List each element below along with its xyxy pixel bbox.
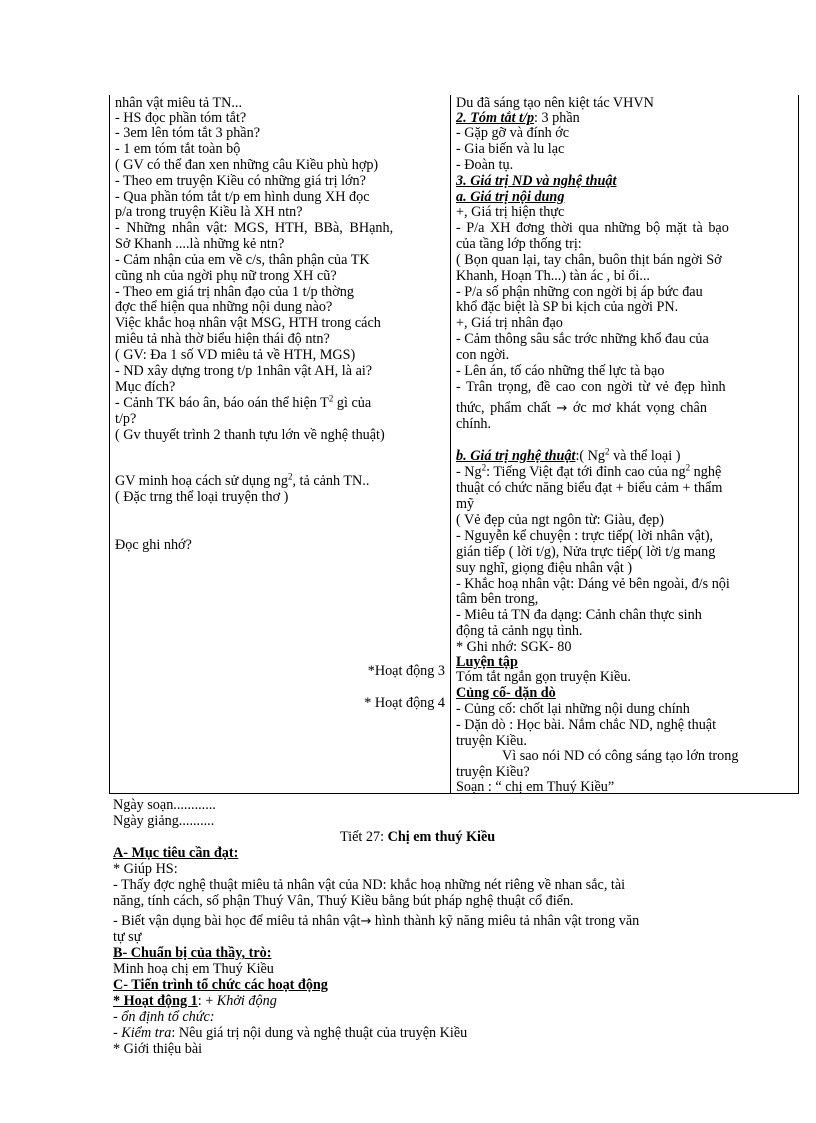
right-line: Vì sao nói ND có công sáng tạo lớn trong — [502, 748, 739, 764]
right-line: động tả cảnh ngụ tình. — [456, 623, 583, 639]
text: - Cảnh TK báo ân, báo oán thể hiện T — [115, 395, 329, 411]
lesson-title — [340, 829, 816, 846]
activity-1-line — [113, 993, 763, 1010]
left-line: nhân vật miêu tả TN... — [115, 95, 243, 111]
left-line: - Những nhân vật: MGS, HTH, BBà, BHạnh, — [115, 220, 394, 236]
text: và thể loại ) — [609, 448, 681, 464]
text: - Ng — [456, 464, 482, 480]
right-line: - Cảm thông sâu sắc trớc những khổ đau của — [456, 331, 709, 347]
text: thức, phẩm chất — [456, 400, 551, 416]
section-b-heading: B- Chuẩn bị của thầy, trò: — [113, 945, 272, 961]
left-line: ( GV có thể đan xen những câu Kiều phù hợp) — [115, 157, 379, 173]
right-line: +, Giá trị hiện thực — [456, 204, 565, 220]
body-line: tự sự — [113, 929, 142, 945]
left-line: - HS đọc phần tóm tắt? — [115, 110, 247, 126]
body-line: Minh hoạ chị em Thuý Kiều — [113, 961, 274, 977]
section-heading: 2. Tóm tắt t/p — [456, 110, 535, 126]
right-line: - Củng cố: chốt lại những nội dung chính — [456, 701, 690, 717]
superscript: 2 — [685, 462, 691, 473]
left-line: Việc khắc hoạ nhân vật MSG, HTH trong cách — [115, 315, 381, 331]
subsection-heading: a. Giá trị nội dung — [456, 189, 565, 205]
body-line: * Giới thiệu bài — [113, 1041, 203, 1057]
right-line: - P/a số phận những con ngời bị áp bức đau — [456, 284, 703, 300]
right-line: mỹ — [456, 496, 475, 512]
text: :( Ng — [575, 448, 606, 464]
right-line: thuật có chức năng biểu đạt + biểu cảm + thẩm — [456, 480, 723, 496]
arrow-icon: → — [556, 401, 568, 416]
right-line: - Gia biến và lu lạc — [456, 141, 565, 157]
right-line: - Dặn dò : Học bài. Nắm chắc ND, nghệ thuật — [456, 717, 717, 733]
review-heading: Củng cố- dặn dò — [456, 685, 556, 701]
right-line: - Lên án, tố cáo những thế lực tà bạo — [456, 363, 665, 379]
text: : + — [197, 993, 217, 1009]
right-line: chính. — [456, 416, 492, 432]
right-line: Du đã sáng tạo nên kiệt tác VHVN — [456, 95, 654, 111]
right-line: +, Giá trị nhân đạo — [456, 315, 563, 331]
right-line — [456, 446, 681, 464]
section-heading: 3. Giá trị ND và nghệ thuật — [456, 173, 617, 189]
body-line: - ổn định tổ chức: — [113, 1009, 215, 1025]
right-line: Tóm tắt ngắn gọn truyện Kiều. — [456, 669, 631, 685]
right-line — [456, 401, 707, 416]
date-taught: Ngày giảng.......... — [113, 813, 215, 829]
section-a-heading: A- Mục tiêu cần đạt: — [113, 845, 239, 861]
right-line: truyện Kiều? — [456, 764, 530, 780]
text: GV minh hoạ cách sử dụng ng — [115, 473, 288, 489]
left-line: đợc thể hiện qua những nội dung nào? — [115, 299, 333, 315]
body-line: - Thấy đợc nghệ thuật miêu tả nhân vật của ND: khắc hoạ những nét riêng về nhan sắc, tài — [113, 877, 626, 893]
section-c-heading: C- Tiến trình tổ chức các hoạt động — [113, 977, 328, 993]
text: Khởi động — [216, 993, 277, 1009]
left-line: Sở Khanh ....là những kẻ ntn? — [115, 236, 285, 252]
text: ớc mơ khát vọng chân — [572, 400, 707, 416]
right-line: tâm bên trong, — [456, 591, 539, 607]
column-divider — [450, 95, 451, 793]
body-line: * Giúp HS: — [113, 861, 178, 877]
right-line — [456, 111, 580, 126]
arrow-icon: → — [360, 914, 372, 929]
text: - Biết vận dụng bài học để miêu tả nhân vật — [113, 913, 361, 929]
superscript: 2 — [481, 462, 487, 473]
practice-heading: Luyện tập — [456, 654, 518, 670]
text: - Kiểm tra — [113, 1025, 172, 1041]
activity-3-heading: *Hoạt động 3 — [367, 663, 445, 679]
left-line: ( GV: Đa 1 số VD miêu tả về HTH, MGS) — [115, 347, 356, 363]
body-line: năng, tính cách, số phận Thuý Vân, Thuý Kiều bằng bút pháp nghệ thuật cổ điển. — [113, 893, 574, 909]
right-line: truyện Kiều. — [456, 733, 527, 749]
right-line: * Ghi nhớ: SGK- 80 — [456, 639, 572, 655]
left-line: - 3em lên tóm tắt 3 phần? — [115, 125, 260, 141]
activity-4-heading: * Hoạt động 4 — [364, 695, 445, 711]
right-line: suy nghĩ, giọng điệu nhân vật ) — [456, 560, 633, 576]
left-line: p/a trong truyện Kiều là XH ntn? — [115, 204, 303, 220]
right-line: Soạn : “ chị em Thuý Kiều” — [456, 779, 615, 795]
body-line — [113, 913, 763, 930]
left-line: ( Gv thuyết trình 2 thanh tựu lớn về nghệ thuật) — [115, 427, 385, 443]
right-line: Khanh, Hoạn Th...) tàn ác , bỉ ổi... — [456, 268, 650, 284]
superscript: 2 — [287, 471, 293, 482]
lesson-name: Chị em thuý Kiều — [387, 829, 496, 845]
left-line: cũng nh của ngời phụ nữ trong XH cũ? — [115, 268, 337, 284]
text: nghệ — [690, 464, 722, 480]
text: : Nêu giá trị nội dung và nghệ thuật của truyện Kiều — [171, 1025, 468, 1041]
right-line: - Miêu tả TN đa dạng: Cảnh chân thực sinh — [456, 607, 702, 623]
left-line: - Theo em giá trị nhân đạo của 1 t/p thờng — [115, 284, 354, 300]
superscript: 2 — [605, 446, 610, 457]
left-line: - Cảm nhận của em về c/s, thân phận của TK — [115, 252, 370, 268]
text: , tả cảnh TN.. — [292, 473, 370, 489]
text: gì của — [333, 395, 372, 411]
left-line: - Qua phần tóm tắt t/p em hình dung XH đọc — [115, 189, 370, 205]
left-line: t/p? — [115, 411, 137, 427]
right-line: - Gặp gỡ và đính ớc — [456, 125, 570, 141]
left-line: - Theo em truyện Kiều có những giá trị lớn? — [115, 173, 366, 189]
lesson-number: Tiết 27: — [340, 829, 388, 845]
subsection-heading: b. Giá trị nghệ thuật — [456, 448, 576, 464]
left-line: miêu tả nhà thờ biểu hiện thái độ ntn? — [115, 331, 330, 347]
right-line: khổ đặc biệt là SP bi kịch của ngời PN. — [456, 299, 679, 315]
right-line: - P/a XH đơng thời qua những bộ mặt tà bạo — [456, 220, 729, 236]
right-line: gián tiếp ( lời t/g), Nửa trực tiếp( lời t/g mang — [456, 544, 716, 560]
right-line: con ngời. — [456, 347, 510, 363]
text: hình thành kỹ năng miêu tả nhân vật trong văn — [371, 913, 640, 929]
left-line: - ND xây dựng trong t/p 1nhân vật AH, là ai? — [115, 363, 373, 379]
text: : 3 phần — [534, 110, 580, 126]
right-line: - Khắc hoạ nhân vật: Dáng vẻ bên ngoài, đ/s nội — [456, 576, 730, 592]
left-line: Mục đích? — [115, 379, 176, 395]
right-line: của tầng lớp thống trị: — [456, 236, 582, 252]
left-line — [115, 471, 370, 489]
date-prepared: Ngày soạn............ — [113, 797, 216, 813]
right-line: - Nguyễn kể chuyện : trực tiếp( lời nhân vật), — [456, 528, 714, 544]
body-line — [113, 1025, 763, 1042]
left-line: - 1 em tóm tắt toàn bộ — [115, 141, 241, 157]
text: : Tiếng Việt đạt tới đỉnh cao của ng — [486, 464, 686, 480]
right-line: - Đoàn tụ. — [456, 157, 514, 173]
left-line: ( Đặc trng thể loại truyện thơ ) — [115, 489, 289, 505]
right-line: ( Vẻ đẹp của ngt ngôn từ: Giàu, đẹp) — [456, 512, 664, 528]
right-line: ( Bọn quan lại, tay chân, buôn thịt bán ngời Sở — [456, 252, 722, 268]
activity-label: * Hoạt động 1 — [113, 993, 198, 1009]
left-line: Đọc ghi nhớ? — [115, 537, 192, 553]
right-line — [456, 462, 722, 480]
lesson-table — [109, 95, 799, 794]
superscript: 2 — [328, 393, 334, 404]
left-line — [115, 393, 372, 411]
right-line: - Trân trọng, đề cao con ngời từ vẻ đẹp hình — [456, 379, 726, 395]
